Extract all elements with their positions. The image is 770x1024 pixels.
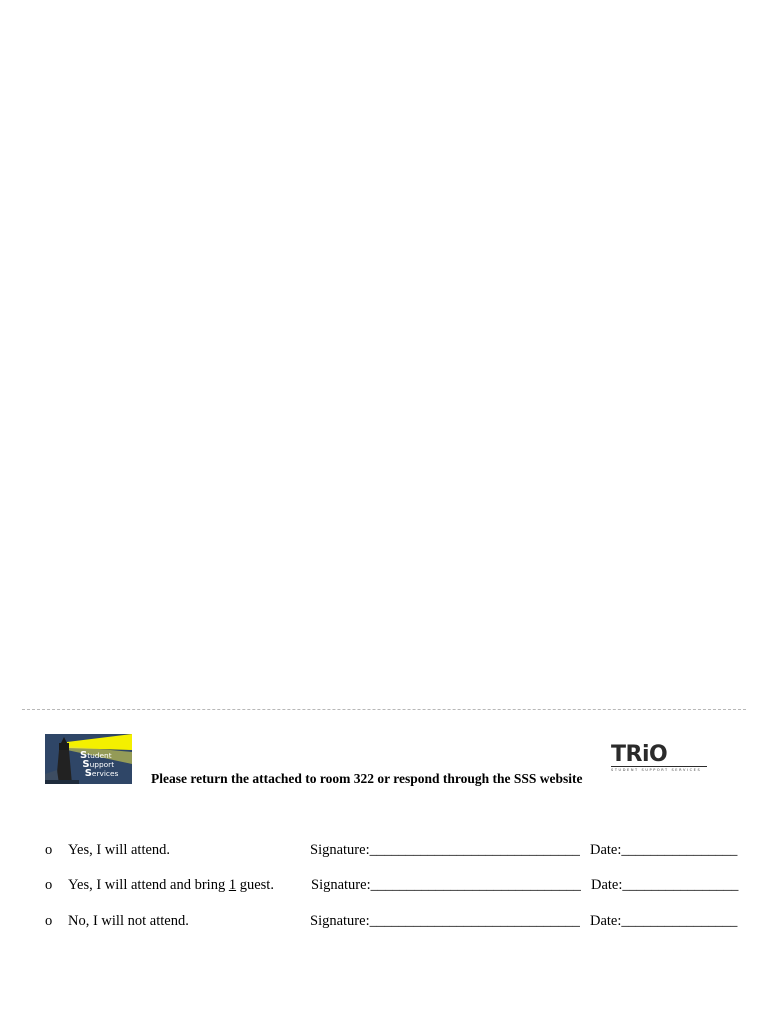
rsvp-option-attend-with-guest xyxy=(0,877,770,897)
option-label: Yes, I will attend. xyxy=(68,842,171,858)
signature-field[interactable]: Signature:_____________________________ xyxy=(310,842,580,858)
trio-logo xyxy=(611,744,707,770)
sss-logo-s3: S xyxy=(84,768,92,779)
sss-logo-s1: S xyxy=(80,750,88,761)
trio-logo-subtitle: STUDENT SUPPORT SERVICES xyxy=(611,766,707,772)
option-label-pre: Yes, I will attend and bring xyxy=(68,877,229,893)
date-field[interactable]: Date:________________ xyxy=(590,842,738,858)
trio-logo-word: TRiO xyxy=(611,742,668,767)
date-field[interactable]: Date:________________ xyxy=(590,913,738,929)
sss-logo-line1: tudent xyxy=(87,751,112,760)
sss-logo-s2: S xyxy=(82,759,90,770)
date-field[interactable]: Date:________________ xyxy=(591,877,739,893)
signature-field[interactable]: Signature:_____________________________ xyxy=(310,913,580,929)
option-bullet-icon[interactable]: o xyxy=(45,913,53,929)
sss-logo-line3: ervices xyxy=(91,769,119,778)
option-label: No, I will not attend. xyxy=(68,913,189,929)
sss-logo-line2: upport xyxy=(89,760,115,769)
student-support-services-logo xyxy=(45,734,132,784)
guest-count: 1 xyxy=(228,877,237,893)
cut-here-dashed-line xyxy=(22,709,746,710)
signature-field[interactable]: Signature:_____________________________ xyxy=(311,877,581,893)
option-bullet-icon[interactable]: o xyxy=(45,842,53,858)
return-instruction: Please return the attached to room 322 or respond through the SSS website xyxy=(151,771,583,786)
option-label-post: guest. xyxy=(236,877,274,893)
rsvp-option-attend xyxy=(0,842,770,862)
option-label xyxy=(68,877,274,894)
option-bullet-icon[interactable]: o xyxy=(45,877,53,893)
rsvp-option-decline xyxy=(0,913,770,933)
